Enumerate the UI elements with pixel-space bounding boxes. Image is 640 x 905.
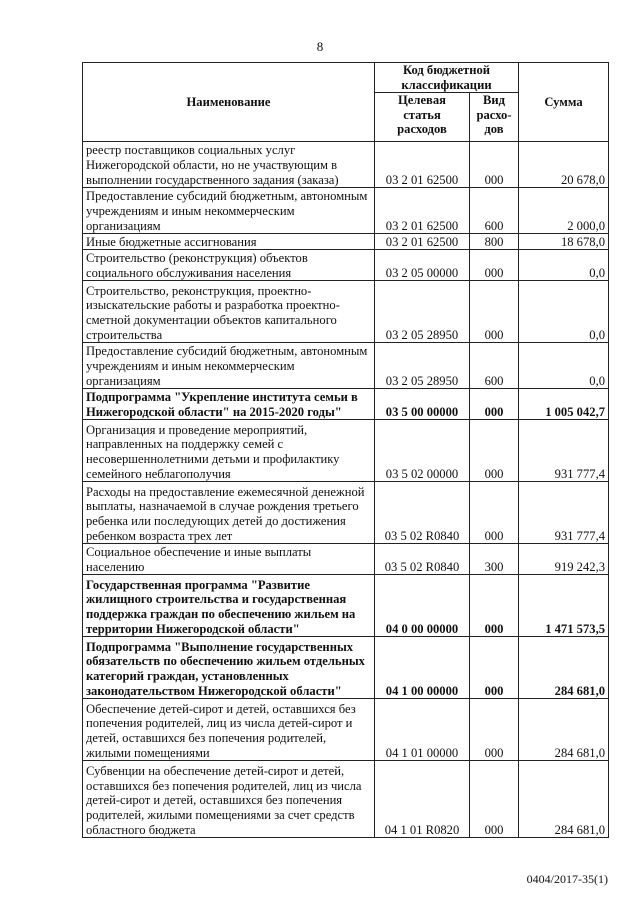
- row-target-code: 03 2 05 00000: [375, 250, 470, 281]
- row-kind-code: 000: [470, 482, 519, 544]
- row-kind-code: 300: [470, 544, 519, 575]
- row-name: Расходы на предоставление ежемесячной денежной выплаты, назначаемой в случае рождения третьего ребенка или последующих детей до достижения ребенком возраста трех лет: [83, 482, 375, 544]
- header-name: Наименование: [83, 63, 375, 142]
- table-row: [83, 281, 609, 343]
- row-name: Обеспечение детей-сирот и детей, оставшихся без попечения родителей, лиц из числа детей-сирот и детей, оставшихся без попечения родителей, жилыми помещениями: [83, 699, 375, 761]
- row-sum: 2 000,0: [519, 188, 609, 234]
- row-kind-code: 800: [470, 234, 519, 250]
- row-target-code: 03 2 01 62500: [375, 142, 470, 188]
- row-kind-code: 000: [470, 575, 519, 637]
- row-kind-code: 000: [470, 389, 519, 420]
- row-name: Предоставление субсидий бюджетным, автономным учреждениям и иным некоммерческим организациям: [83, 343, 375, 389]
- row-name: Организация и проведение мероприятий, направленных на поддержку семей с несовершеннолетними детьми и профилактику семейного неблагополучия: [83, 420, 375, 482]
- row-name: Государственная программа "Развитие жилищного строительства и государственная поддержка граждан по обеспечению жильем на территории Нижегородской области": [83, 575, 375, 637]
- table-row: [83, 575, 609, 637]
- row-target-code: 04 1 01 R0820: [375, 761, 470, 838]
- row-sum: 284 681,0: [519, 637, 609, 699]
- row-name: Подпрограмма "Укрепление института семьи в Нижегородской области" на 2015-2020 годы": [83, 389, 375, 420]
- row-kind-code: 000: [470, 699, 519, 761]
- row-target-code: 04 1 01 00000: [375, 699, 470, 761]
- row-kind-code: 000: [470, 281, 519, 343]
- row-kind-code: 000: [470, 637, 519, 699]
- table-row: [83, 188, 609, 234]
- row-target-code: 04 1 00 00000: [375, 637, 470, 699]
- table-row: [83, 699, 609, 761]
- row-sum: 284 681,0: [519, 761, 609, 838]
- row-name: Социальное обеспечение и иные выплаты населению: [83, 544, 375, 575]
- table-row: [83, 420, 609, 482]
- table-row: [83, 142, 609, 188]
- table-row: [83, 234, 609, 250]
- row-target-code: 03 5 02 R0840: [375, 482, 470, 544]
- row-target-code: 04 0 00 00000: [375, 575, 470, 637]
- row-sum: 0,0: [519, 250, 609, 281]
- row-name: Иные бюджетные ассигнования: [83, 234, 375, 250]
- header-code-group: Код бюджетной классификации: [375, 63, 519, 93]
- row-name: Строительство, реконструкция, проектно-изыскательские работы и разработка проектно-сметной документации объектов капитального строительства: [83, 281, 375, 343]
- row-name: Предоставление субсидий бюджетным, автономным учреждениям и иным некоммерческим организациям: [83, 188, 375, 234]
- row-sum: 1 471 573,5: [519, 575, 609, 637]
- row-target-code: 03 2 01 62500: [375, 188, 470, 234]
- row-target-code: 03 5 02 00000: [375, 420, 470, 482]
- row-kind-code: 000: [470, 142, 519, 188]
- row-sum: 931 777,4: [519, 420, 609, 482]
- table-row: [83, 761, 609, 838]
- row-sum: 0,0: [519, 281, 609, 343]
- row-sum: 919 242,3: [519, 544, 609, 575]
- row-sum: 931 777,4: [519, 482, 609, 544]
- form-code: 0404/2017-35(1): [526, 872, 608, 886]
- row-sum: 1 005 042,7: [519, 389, 609, 420]
- header-kind: Вид расхо-дов: [470, 93, 519, 142]
- header-sum: Сумма: [519, 63, 609, 142]
- row-kind-code: 000: [470, 761, 519, 838]
- page-number: 8: [316, 39, 324, 54]
- row-name: Подпрограмма "Выполнение государственных обязательств по обеспечению жильем отдельных категорий граждан, установленных законодательством Нижегородской области": [83, 637, 375, 699]
- row-kind-code: 000: [470, 250, 519, 281]
- table-row: [83, 637, 609, 699]
- table-row: [83, 343, 609, 389]
- row-kind-code: 600: [470, 188, 519, 234]
- budget-table: [82, 62, 609, 838]
- row-name: Субвенции на обеспечение детей-сирот и детей, оставшихся без попечения родителей, лиц из числа детей-сирот и детей, оставшихся без попечения родителей, жилыми помещениями за счет средств областного бюджета: [83, 761, 375, 838]
- row-target-code: 03 2 01 62500: [375, 234, 470, 250]
- row-target-code: 03 2 05 28950: [375, 343, 470, 389]
- table-row: [83, 250, 609, 281]
- row-sum: 284 681,0: [519, 699, 609, 761]
- row-target-code: 03 5 02 R0840: [375, 544, 470, 575]
- row-target-code: 03 5 00 00000: [375, 389, 470, 420]
- row-kind-code: 600: [470, 343, 519, 389]
- table-row: [83, 389, 609, 420]
- table-row: [83, 544, 609, 575]
- row-sum: 18 678,0: [519, 234, 609, 250]
- row-name: Строительство (реконструкция) объектов социального обслуживания населения: [83, 250, 375, 281]
- row-name: реестр поставщиков социальных услуг Нижегородской области, но не участвующим в выполнении государственного задания (заказа): [83, 142, 375, 188]
- row-sum: 20 678,0: [519, 142, 609, 188]
- row-target-code: 03 2 05 28950: [375, 281, 470, 343]
- header-target: Целевая статья расходов: [375, 93, 470, 142]
- row-sum: 0,0: [519, 343, 609, 389]
- table-row: [83, 482, 609, 544]
- row-kind-code: 000: [470, 420, 519, 482]
